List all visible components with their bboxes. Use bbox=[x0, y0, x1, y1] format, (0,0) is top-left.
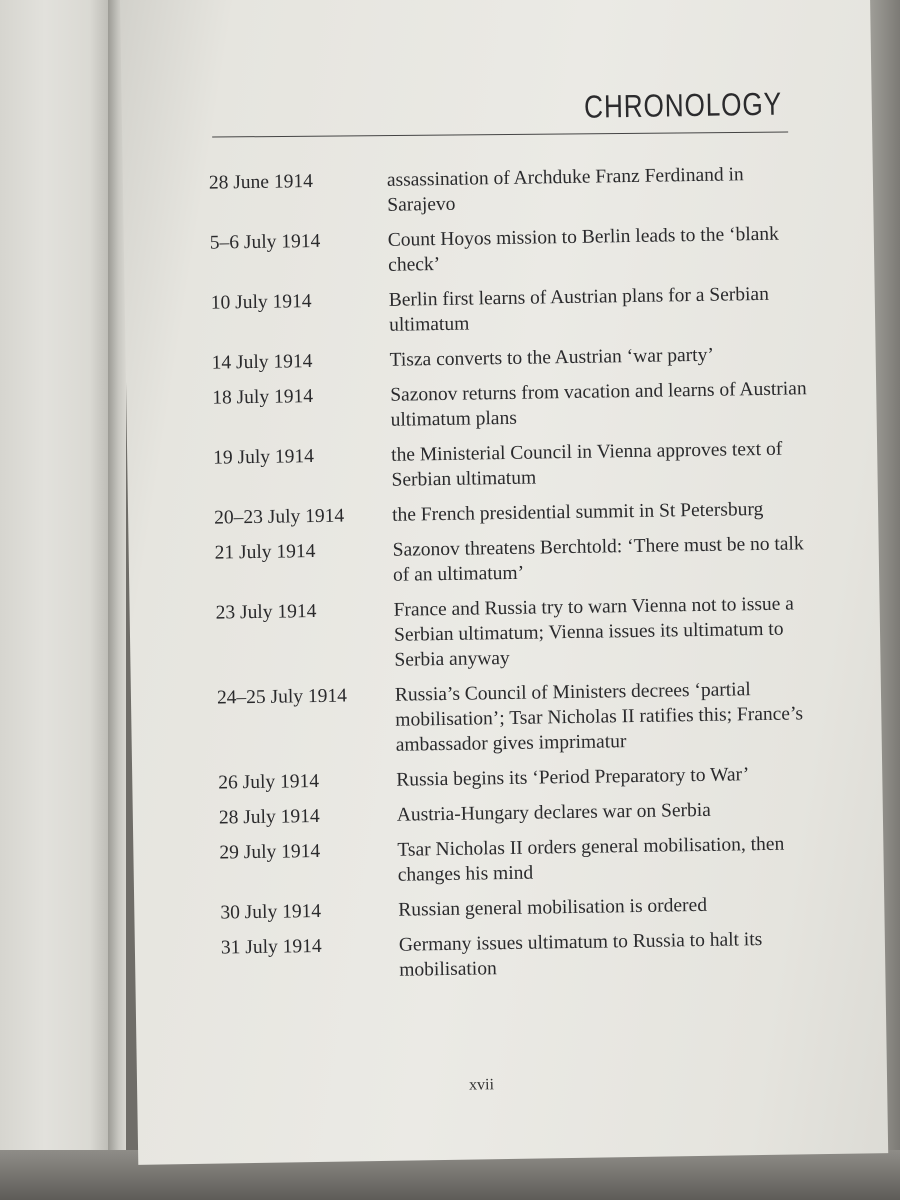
chronology-entry bbox=[212, 341, 812, 375]
entry-event: Tisza converts to the Austrian ‘war party’ bbox=[389, 344, 715, 371]
entry-date: 28 July 1914 bbox=[218, 805, 320, 829]
chronology-entry bbox=[211, 281, 812, 340]
chronology-entry bbox=[217, 676, 818, 760]
entry-event: assassination of Archduke Franz Ferdinand in Sarajevo bbox=[386, 164, 744, 216]
chronology-entry bbox=[215, 591, 816, 675]
entry-event: Austria-Hungary declares war on Serbia bbox=[396, 799, 712, 826]
chronology-entry bbox=[212, 376, 813, 435]
entry-date: 5–6 July 1914 bbox=[209, 230, 321, 254]
book-page bbox=[120, 0, 888, 1165]
chronology-entry bbox=[209, 161, 810, 220]
chronology-entry bbox=[221, 926, 822, 985]
entry-date: 18 July 1914 bbox=[212, 386, 314, 409]
entry-date: 24–25 July 1914 bbox=[216, 685, 348, 709]
entry-date: 26 July 1914 bbox=[218, 770, 320, 794]
chronology-entry bbox=[210, 221, 811, 280]
entry-date: 28 June 1914 bbox=[208, 170, 314, 194]
chronology-entry bbox=[214, 496, 814, 530]
chronology-entry bbox=[213, 436, 814, 495]
chronology-entry bbox=[215, 531, 816, 590]
entry-event: Count Hoyos mission to Berlin leads to the ‘blank check’ bbox=[387, 223, 779, 276]
chronology-entry bbox=[219, 831, 820, 890]
chronology-entry bbox=[219, 796, 819, 830]
entry-date: 21 July 1914 bbox=[214, 540, 316, 564]
page-number: xvii bbox=[468, 1076, 495, 1094]
entry-event: Russian general mobilisation is ordered bbox=[398, 894, 708, 921]
entry-event: the French presidential summit in St Petersburg bbox=[391, 498, 764, 526]
entry-date: 14 July 1914 bbox=[211, 351, 313, 374]
entry-event: Germany issues ultimatum to Russia to halt its mobilisation bbox=[398, 929, 763, 981]
facing-page bbox=[0, 0, 112, 1200]
entry-date: 30 July 1914 bbox=[220, 900, 322, 924]
chronology-list bbox=[209, 161, 822, 995]
entry-date: 31 July 1914 bbox=[220, 935, 322, 959]
title-rule bbox=[212, 132, 788, 138]
entry-event: Russia begins its ‘Period Preparatory to War’ bbox=[396, 764, 750, 791]
entry-event: France and Russia try to warn Vienna not to issue a Serbian ultimatum; Vienna issues its ultimatum to Serbia anyway bbox=[393, 593, 795, 671]
entry-event: Sazonov threatens Berchtold: ‘There must be no talk of an ultimatum’ bbox=[392, 533, 804, 586]
entry-date: 29 July 1914 bbox=[219, 840, 321, 864]
entry-date: 20–23 July 1914 bbox=[213, 505, 345, 529]
chronology-entry bbox=[220, 891, 820, 925]
chronology-entry bbox=[218, 761, 818, 795]
entry-date: 10 July 1914 bbox=[210, 291, 312, 314]
entry-date: 23 July 1914 bbox=[215, 600, 317, 624]
entry-event: the Ministerial Council in Vienna approves text of Serbian ultimatum bbox=[391, 438, 783, 491]
entry-date: 19 July 1914 bbox=[213, 446, 315, 469]
entry-event: Berlin first learns of Austrian plans for a Serbian ultimatum bbox=[388, 283, 770, 336]
entry-event: Russia’s Council of Ministers decrees ‘partial mobilisation’; Tsar Nicholas II ratifies this; France’s ambassador gives imprimatur bbox=[394, 679, 804, 756]
entry-event: Sazonov returns from vacation and learns of Austrian ultimatum plans bbox=[390, 378, 807, 431]
page-title: CHRONOLOGY bbox=[583, 85, 782, 125]
entry-event: Tsar Nicholas II orders general mobilisation, then changes his mind bbox=[397, 833, 785, 886]
